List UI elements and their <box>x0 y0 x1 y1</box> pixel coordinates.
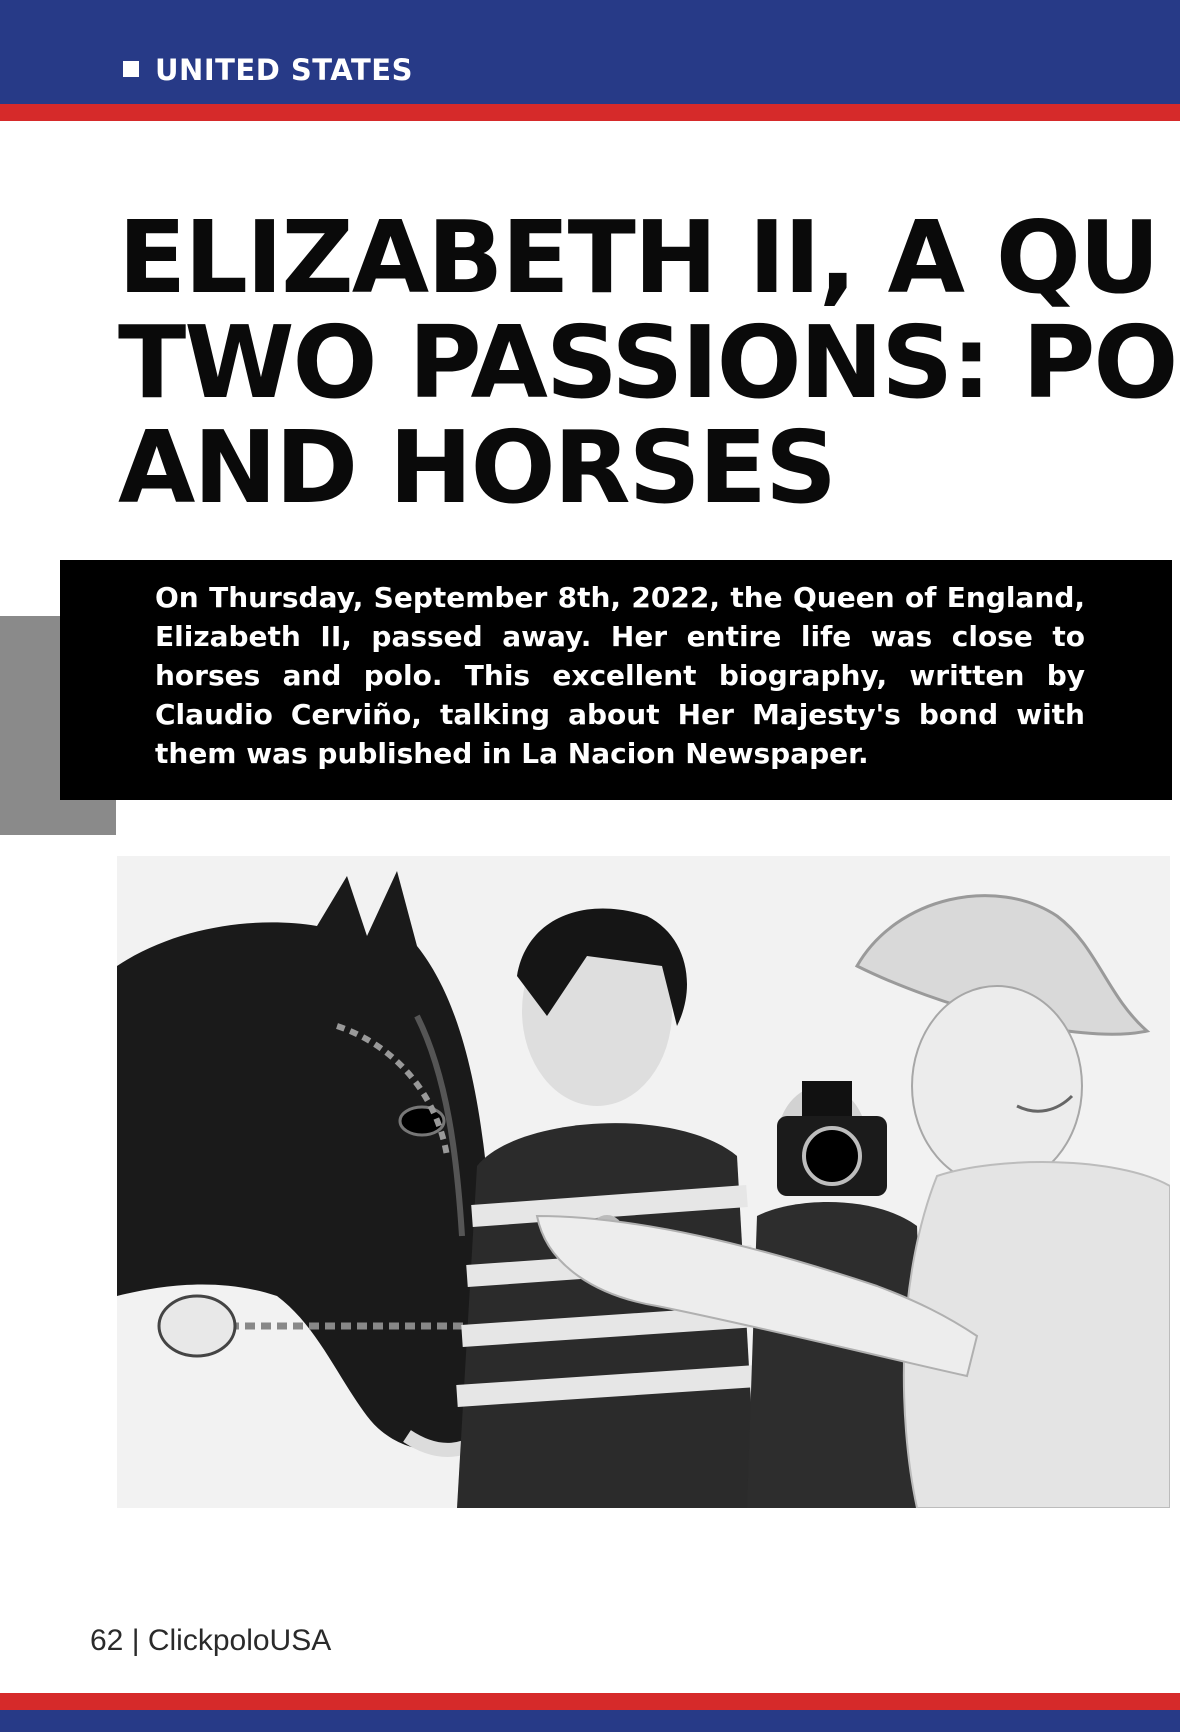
intro-box <box>60 560 1172 800</box>
photo-illustration <box>117 856 1170 1508</box>
footer-red-stripe <box>0 1693 1180 1710</box>
square-bullet-icon <box>123 61 139 77</box>
page-footer: 62 | ClickpoloUSA <box>90 1624 332 1657</box>
headline <box>118 205 1180 535</box>
article-photo <box>117 856 1170 1508</box>
section-label: UNITED STATES <box>155 53 413 87</box>
footer-band <box>0 1710 1180 1732</box>
headline-line-3: AND HORSES <box>118 409 835 526</box>
header-red-stripe <box>0 104 1180 121</box>
headline-line-2: TWO PASSIONS: PO <box>118 304 1177 421</box>
headline-line-1: ELIZABETH II, A QU <box>118 205 1159 316</box>
intro-text: On Thursday, September 8th, 2022, the Queen of England, Elizabeth II, passed away. Her entire life was close to horses and polo. This excellent biography, written by Claudio Cerviño, talking about Her Majesty's bond with them was published in La Nacion Newspaper. <box>155 581 1085 770</box>
